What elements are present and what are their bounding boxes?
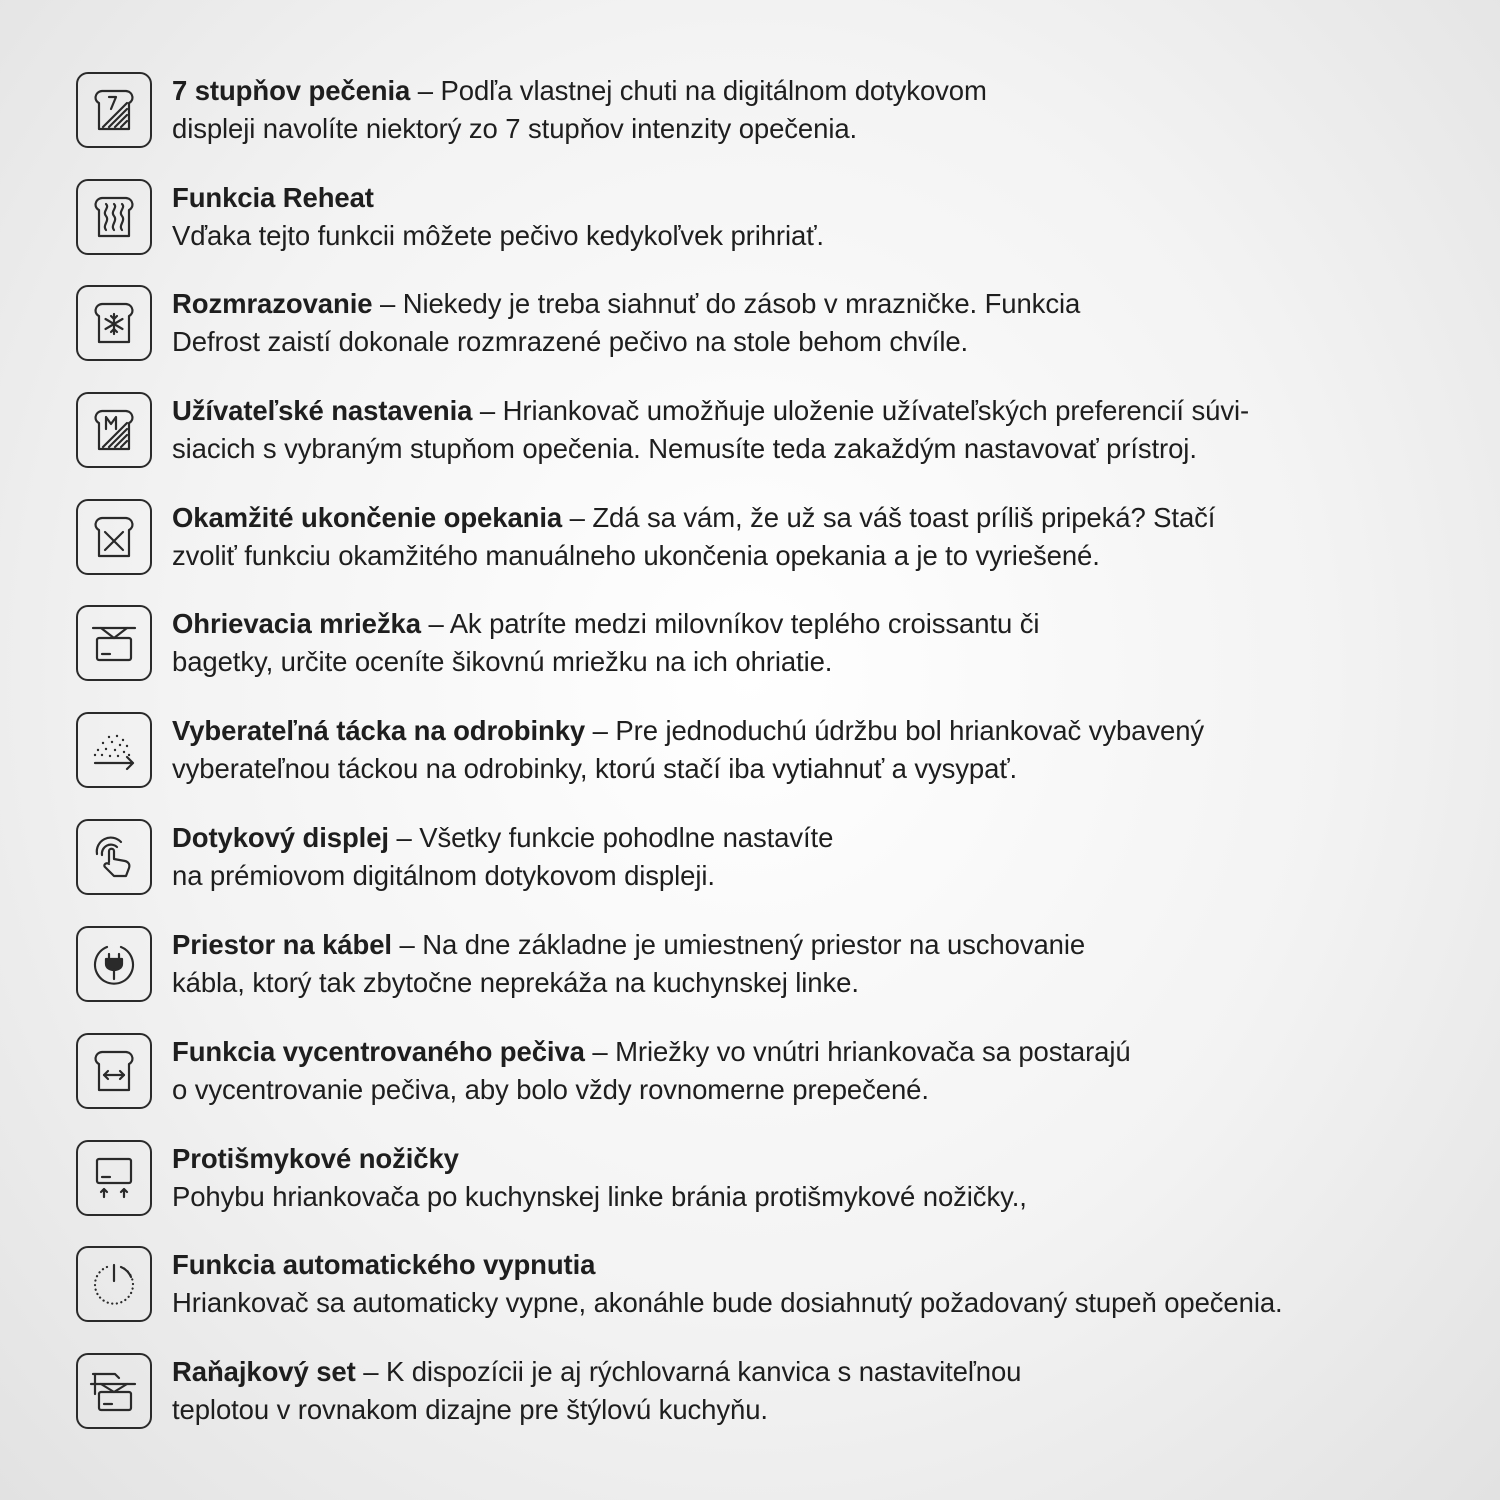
feature-separator: – (388, 822, 420, 853)
feature-separator: – (472, 395, 503, 426)
feature-separator: – (372, 288, 403, 319)
feature-item (76, 605, 1466, 685)
feature-line2: o vycentrovanie pečiva, aby bolo vždy rovnomerne prepečené. (172, 1074, 929, 1105)
feature-item (76, 1246, 1466, 1326)
feature-text (172, 605, 1462, 681)
feature-line1: Ak patríte medzi milovníkov teplého croissantu či (449, 608, 1040, 639)
feature-line1: Zdá sa vám, že už sa váš toast príliš pripeká? Stačí (592, 502, 1216, 533)
feature-separator: – (562, 502, 593, 533)
toast-memory-icon (76, 392, 152, 468)
feature-item (76, 1033, 1466, 1113)
feature-text (172, 1140, 1462, 1216)
feature-text (172, 392, 1462, 468)
feature-line1: Na dne základne je umiestnený priestor na uschovanie (422, 929, 1086, 960)
feature-item (76, 499, 1466, 579)
feature-line2: siacich s vybraným stupňom opečenia. Nemusíte teda zakaždým nastavovať prístroj. (172, 433, 1197, 464)
feature-text (172, 1246, 1462, 1322)
feature-line1: Pre jednoduchú údržbu bol hriankovač vybavený (615, 715, 1205, 746)
toast-centering-icon (76, 1033, 152, 1109)
feature-separator: – (355, 1356, 386, 1387)
touch-display-icon (76, 819, 152, 895)
feature-line2: Vďaka tejto funkcii môžete pečivo kedykoľvek prihriať. (172, 220, 824, 251)
feature-title: Rozmrazovanie (172, 288, 373, 319)
warming-rack-icon (76, 605, 152, 681)
feature-title: Užívateľské nastavenia (172, 395, 473, 426)
feature-separator: – (420, 608, 450, 639)
crumb-tray-icon (76, 712, 152, 788)
feature-line1: Niekedy je treba siahnuť do zásob v mrazničke. Funkcia (402, 288, 1081, 319)
feature-text (172, 72, 1462, 148)
feature-item (76, 819, 1466, 899)
auto-off-icon (76, 1246, 152, 1322)
feature-line1: Všetky funkcie pohodlne nastavíte (419, 822, 834, 853)
toast-shade-7-icon (76, 72, 152, 148)
toast-cancel-icon (76, 499, 152, 575)
feature-title: Priestor na kábel (172, 929, 392, 960)
feature-item (76, 179, 1466, 259)
feature-line1: Hriankovač umožňuje uloženie užívateľských preferencií súvi- (502, 395, 1250, 426)
feature-line2: Defrost zaistí dokonale rozmrazené pečivo na stole behom chvíle. (172, 326, 969, 357)
feature-title: Dotykový displej (172, 822, 389, 853)
feature-text (172, 1353, 1462, 1429)
feature-line2: kábla, ktorý tak zbytočne neprekáža na kuchynskej linke. (172, 967, 859, 998)
feature-item (76, 392, 1466, 472)
feature-title: Vyberateľná tácka na odrobinky (172, 715, 586, 746)
feature-line2: na prémiovom digitálnom dotykovom displeji. (172, 860, 715, 891)
feature-item (76, 712, 1466, 792)
toast-defrost-icon (76, 285, 152, 361)
toast-reheat-icon (76, 179, 152, 255)
feature-separator: – (410, 75, 441, 106)
feature-line2: displeji navolíte niektorý zo 7 stupňov intenzity opečenia. (172, 113, 858, 144)
feature-item (76, 926, 1466, 1006)
feature-line2: bagetky, určite oceníte šikovnú mriežku na ich ohriatie. (172, 646, 833, 677)
feature-line2: teplotou v rovnakom dizajne pre štýlovú kuchyňu. (172, 1394, 768, 1425)
feature-text (172, 179, 1462, 255)
feature-title: Ohrievacia mriežka (172, 608, 421, 639)
feature-item (76, 1353, 1466, 1433)
feature-line1: Podľa vlastnej chuti na digitálnom dotykovom (440, 75, 987, 106)
feature-title: 7 stupňov pečenia (172, 75, 411, 106)
feature-line2: Hriankovač sa automaticky vypne, akonáhle bude dosiahnutý požadovaný stupeň opečenia. (172, 1287, 1283, 1318)
feature-separator: – (585, 715, 616, 746)
feature-item (76, 72, 1466, 152)
cable-storage-icon (76, 926, 152, 1002)
feature-text (172, 499, 1462, 575)
feature-title: Raňajkový set (172, 1356, 356, 1387)
feature-text (172, 712, 1462, 788)
feature-text (172, 926, 1462, 1002)
feature-line2: zvoliť funkciu okamžitého manuálneho ukončenia opekania a je to vyriešené. (172, 540, 1100, 571)
non-slip-feet-icon (76, 1140, 152, 1216)
feature-line2: vyberateľnou táckou na odrobinky, ktorú stačí iba vytiahnuť a vysypať. (172, 753, 1018, 784)
feature-text (172, 819, 1462, 895)
feature-title: Protišmykové nožičky (172, 1143, 459, 1174)
breakfast-set-icon (76, 1353, 152, 1429)
feature-text (172, 1033, 1462, 1109)
feature-title: Funkcia automatického vypnutia (172, 1249, 596, 1280)
feature-separator: – (584, 1036, 616, 1067)
feature-line1: K dispozícii je aj rýchlovarná kanvica s nastaviteľnou (385, 1356, 1022, 1387)
feature-title: Funkcia vycentrovaného pečiva (172, 1036, 585, 1067)
feature-title: Funkcia Reheat (172, 182, 374, 213)
feature-title: Okamžité ukončenie opekania (172, 502, 563, 533)
feature-separator: – (391, 929, 423, 960)
feature-item (76, 1140, 1466, 1220)
feature-line1: Mriežky vo vnútri hriankovača sa postarajú (615, 1036, 1131, 1067)
feature-item (76, 285, 1466, 365)
feature-line2: Pohybu hriankovača po kuchynskej linke bránia protišmykové nožičky., (172, 1181, 1027, 1212)
feature-text (172, 285, 1462, 361)
